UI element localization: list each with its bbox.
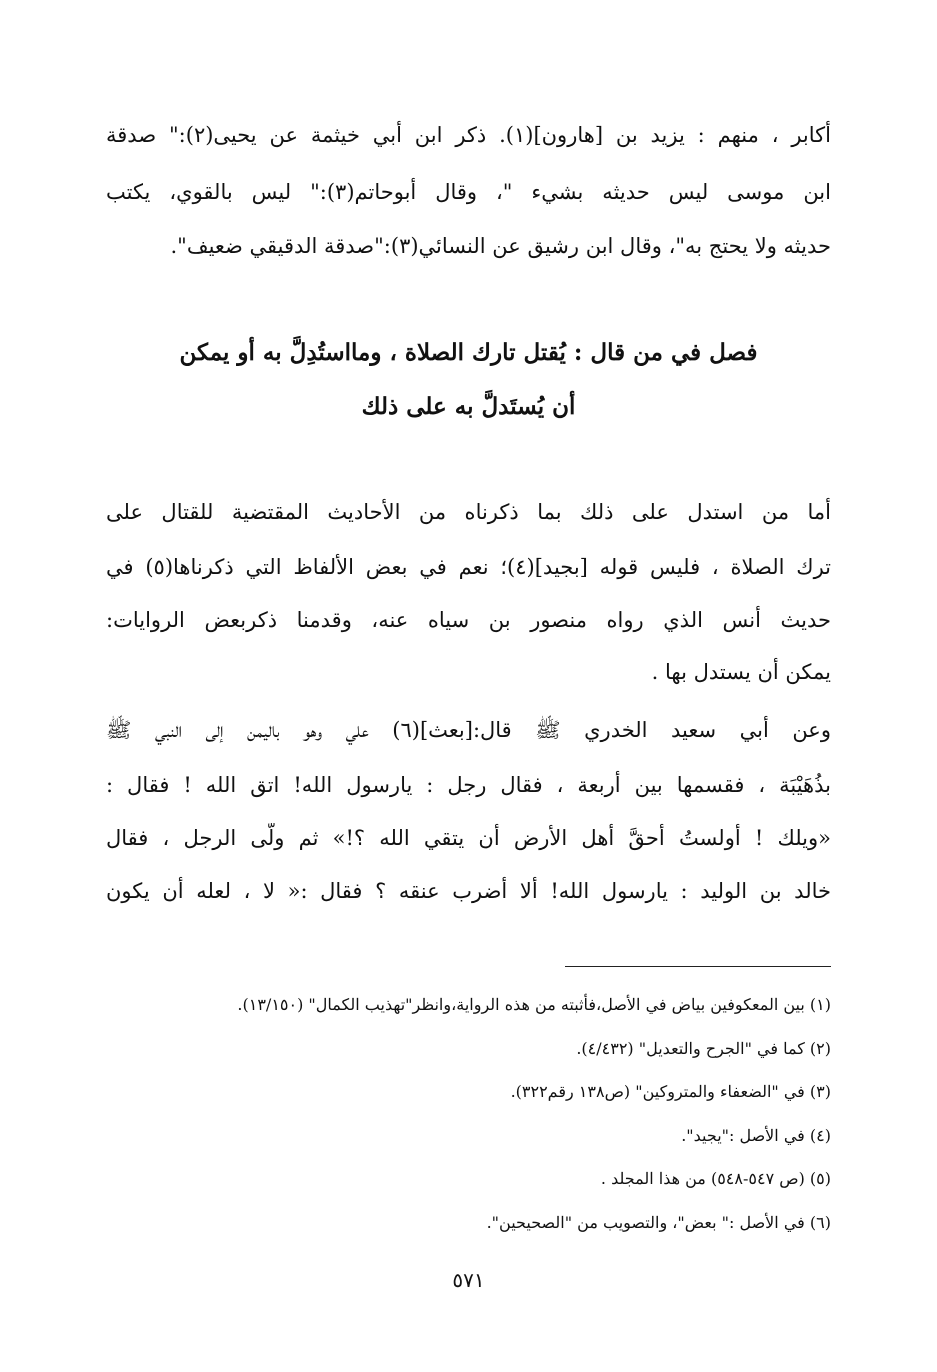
- text-line: خالد بن الوليد : يارسول الله! ألا أضرب عنقه ؟ فقال :« لا ، لعله أن يكون: [106, 879, 831, 903]
- footnote-6: (٦) في الأصل :" بعض"، والتصويب من "الصحيحين".: [486, 1213, 831, 1232]
- text-line: حديثه ولا يحتج به"، وقال ابن رشيق عن النسائي(٣):"صدقة الدقيقي ضعيف".: [170, 234, 831, 258]
- footnote-3: (٣) في "الضعفاء والمتروكين" (ص١٣٨ رقم٣٢٢).: [510, 1082, 831, 1101]
- text-line: ابن موسى ليس حديثه بشيء "، وقال أبوحاتم(٣):" ليس بالقوي، يكتب: [106, 180, 831, 204]
- footnote-5: (٥) (ص ٥٤٧-٥٤٨) من هذا المجلد .: [600, 1169, 831, 1188]
- footnote-1: (١) بين المعكوفين بياض في الأصل،فأثبته من هذه الرواية،وانظر"تهذيب الكمال" (١٣/١٥٠).: [237, 995, 831, 1014]
- paragraph-evidence: [106, 497, 831, 697]
- text-line: أما من استدل على ذلك بما ذكرناه من الأحاديث المقتضية للقتال على: [106, 500, 831, 524]
- text-line: ترك الصلاة ، فليس قوله [بجيد](٤)؛ نعم في بعض الألفاظ التي ذكرناها(٥) في: [106, 555, 831, 579]
- footnote-4: (٤) في الأصل :"يجيد".: [681, 1126, 831, 1145]
- section-heading-line-2: أن يُستَدلَّ به على ذلك: [361, 393, 576, 420]
- text-line: يمكن أن يستدل بها .: [651, 660, 831, 684]
- text-line: حديث أنس الذي رواه منصور بن سياه عنه، وقدمنا ذكربعض الروايات:: [106, 608, 831, 632]
- footnote-separator: [565, 966, 831, 967]
- paragraph-narrators: [106, 120, 831, 260]
- text-line: «ويلك ! أولستُ أحقَّ أهل الأرض أن يتقي الله ؟!» ثم ولَّى الرجل ، فقال: [106, 826, 831, 850]
- text-line: أكابر ، منهم : يزيد بن [هارون](١). ذكر ابن أبي خيثمة عن يحيى(٢):" صدقة: [106, 123, 831, 147]
- paragraph-hadith: [106, 715, 831, 925]
- page-number: ٥٧١: [452, 1268, 485, 1292]
- footnote-2: (٢) كما في "الجرح والتعديل" (٤/٤٣٢).: [576, 1039, 831, 1058]
- text-line: بذُهَيْبَة ، فقسمها بين أربعة ، فقال رجل : يارسول الله! اتق الله ! فقال :: [106, 773, 831, 797]
- section-heading-line-1: فصل في من قال : يُقتل تارك الصلاة ، ومااستُدِلَّ به أو يمكن: [179, 339, 758, 366]
- text-line: وعن أبي سعيد الخدري ﷺ قال:[بعث](٦) علي وهو باليمن إلى النبي ﷺ: [106, 718, 831, 742]
